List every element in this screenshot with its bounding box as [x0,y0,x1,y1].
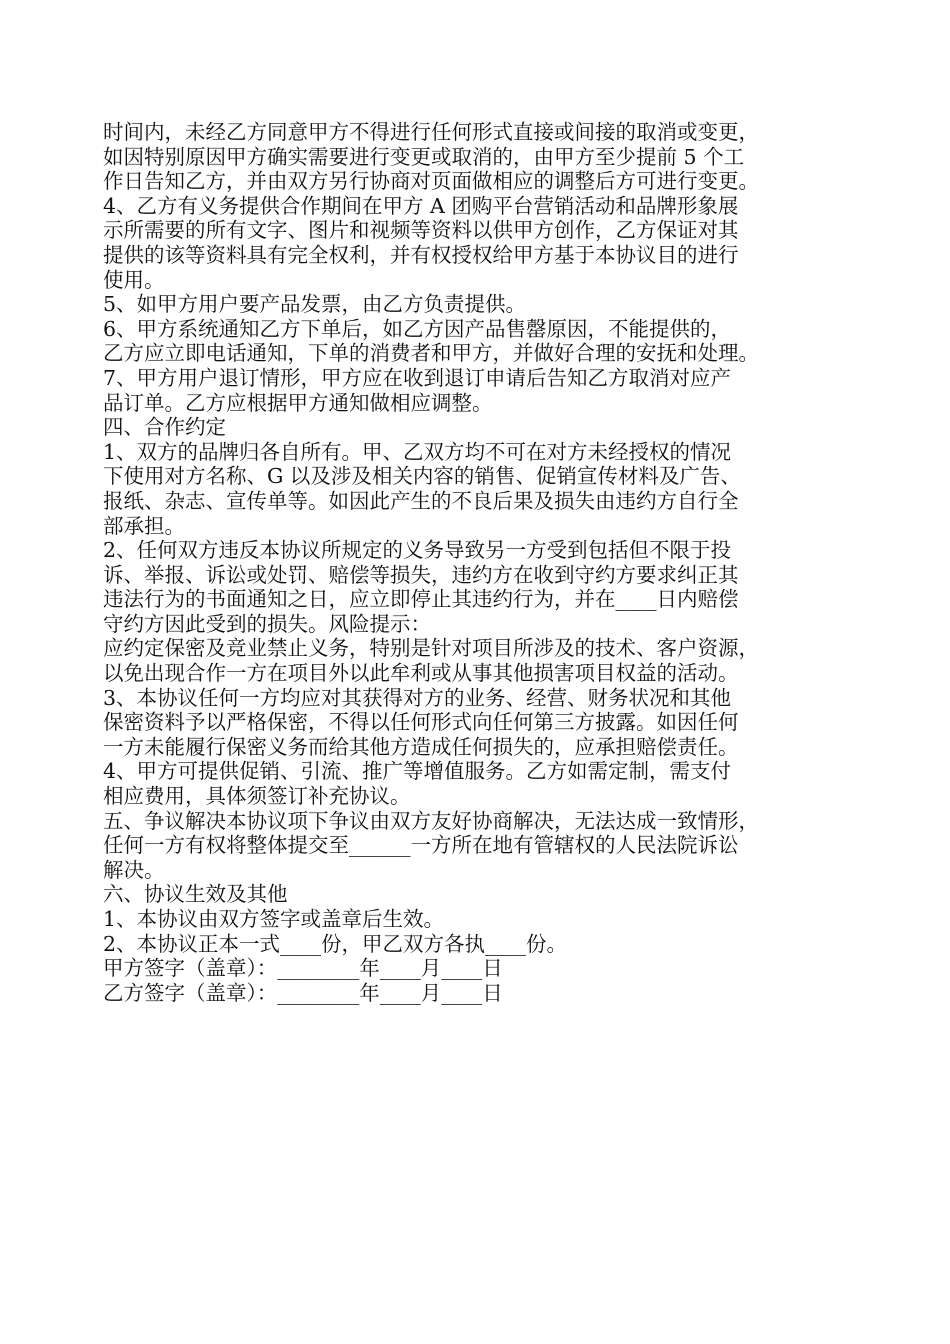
document-body [103,120,863,1005]
text-line: 示所需要的所有文字、图片和视频等资料以供甲方创作，乙方保证对其 [103,218,739,243]
text-line: 报纸、杂志、宣传单等。如因此产生的不良后果及损失由违约方自行全 [103,488,739,513]
text-line: 如因特别原因甲方确实需要进行变更或取消的，由甲方至少提前 5 个工 [103,144,745,169]
text-line: 一方未能履行保密义务而给其他方造成任何损失的，应承担赔偿责任。 [103,734,739,759]
text-line: 时间内，未经乙方同意甲方不得进行任何形式直接或间接的取消或变更， [103,120,759,144]
clause-1-line: 1、双方的品牌归各自所有。甲、乙双方均不可在对方未经授权的情况 [103,439,732,464]
text-line: 下使用对方名称、G 以及涉及相关内容的销售、促销宣传材料及广告、 [103,464,741,489]
text-line: 保密资料予以严格保密，不得以任何形式向任何第三方披露。如因任何 [103,710,739,735]
clause-5-line: 5、如甲方用户要产品发票，由乙方负责提供。 [103,292,527,317]
text-line: 诉、举报、诉讼或处罚、赔偿等损失，违约方在收到守约方要求纠正其 [103,562,739,587]
text-line: 乙方应立即电话通知，下单的消费者和甲方，并做好合理的安抚和处理。 [103,341,759,366]
text-line: 品订单。乙方应根据甲方通知做相应调整。 [103,390,493,415]
party-a-signature-line: 甲方签字（盖章）：________年____月____日 [103,956,503,981]
text-line: 以免出现合作一方在项目外以此牟利或从事其他损害项目权益的活动。 [103,661,739,686]
text-line: 作日告知乙方，并由双方另行协商对页面做相应的调整后方可进行变更。 [103,169,759,194]
text-line: 相应费用，具体须签订补充协议。 [103,784,411,809]
section-heading-effect: 六、协议生效及其他 [103,882,288,907]
section-heading-dispute: 五、争议解决本协议项下争议由双方友好协商解决，无法达成一致情形， [103,808,759,833]
clause-3-line: 3、本协议任何一方均应对其获得对方的业务、经营、财务状况和其他 [103,685,732,710]
party-b-signature-line: 乙方签字（盖章）：________年____月____日 [103,980,503,1005]
clause-7-line: 7、甲方用户退订情形，甲方应在收到退订申请后告知乙方取消对应产 [103,365,732,390]
text-line: 应约定保密及竞业禁止义务，特别是针对项目所涉及的技术、客户资源， [103,636,759,661]
text-line: 使用。 [103,267,165,292]
clause-6-line: 6、甲方系统通知乙方下单后，如乙方因产品售罄原因，不能提供的， [103,316,732,341]
clause-4-line: 4、乙方有义务提供合作期间在甲方 A 团购平台营销活动和品牌形象展 [103,193,739,218]
section-heading-cooperation: 四、合作约定 [103,415,226,440]
clause-4b-line: 4、甲方可提供促销、引流、推广等增值服务。乙方如需定制，需支付 [103,759,732,784]
text-line: 解决。 [103,857,165,882]
text-line: 部承担。 [103,513,185,538]
text-line: 任何一方有权将整体提交至______一方所在地有管辖权的人民法院诉讼 [103,833,739,858]
clause-1b-line: 1、本协议由双方签字或盖章后生效。 [103,907,445,931]
clause-2b-line: 2、本协议正本一式____份，甲乙双方各执____份。 [103,931,568,956]
risk-notice-line: 守约方因此受到的损失。风险提示： [103,611,431,636]
text-line: 提供的该等资料具有完全权利，并有权授权给甲方基于本协议目的进行 [103,242,739,267]
text-line: 违法行为的书面通知之日，应立即停止其违约行为，并在____日内赔偿 [103,587,739,612]
clause-2-line: 2、任何双方违反本协议所规定的义务导致另一方受到包括但不限于投 [103,538,732,563]
